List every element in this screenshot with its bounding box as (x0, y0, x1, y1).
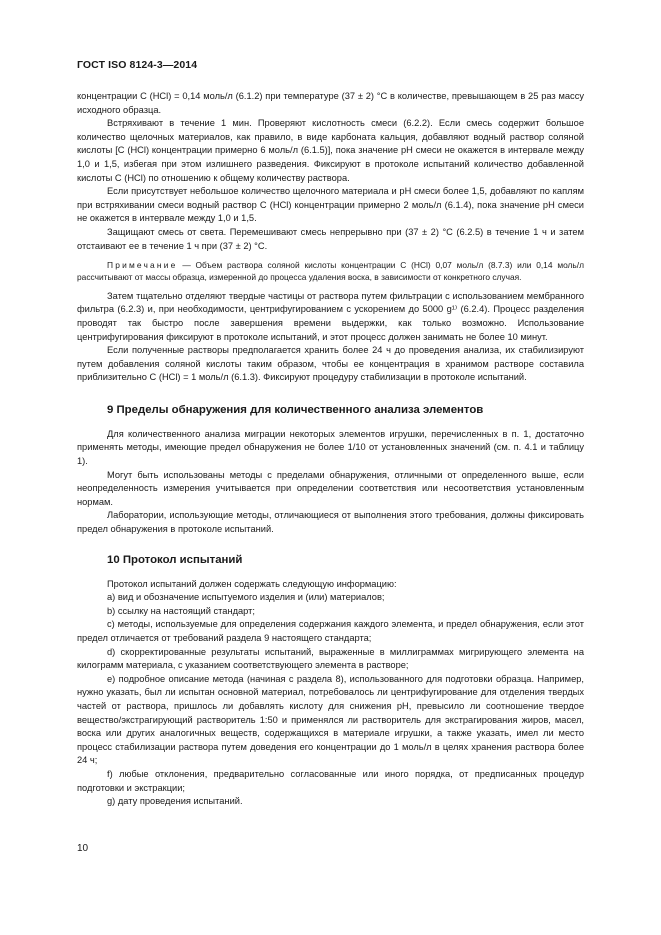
list-item: e) подробное описание метода (начиная с раздела 8), использованного для подготовки образца. Например, нужно указать, был ли испытан основной материал, потребовалось ли центрифугирование для отделения твердых частей от раствора, пришлось ли добавлять кислоту для снижения pH, превысило ли соотношение твердое вещество/экстрагирующий растворитель 1:50 и применялся ли растворитель для экстрагирования жиров, масел, воска или других аналогичных веществ, содержащихся в материале игрушки, а также указать, имел ли место процесс стабилизации раствора путем доведения его концентрации до 1 моль/л в целях хранения раствора более 24 ч; (77, 673, 584, 766)
list-item: b) ссылку на настоящий стандарт; (107, 605, 255, 616)
paragraph: Затем тщательно отделяют твердые частицы от раствора путем фильтрации с использованием мембранного фильтра (6.2.3) и, при необходимости, центрифугированием с ускорением до 5000 g¹⁾ (6.2.4). Процесс разделения проводят так быстро после завершения времени выдержки, как только возможно. Использование центрифугирования фиксируют в протоколе испытаний, и этот процесс должен занимать не более 10 минут. (77, 290, 584, 342)
list-item: g) дату проведения испытаний. (107, 796, 243, 807)
note (77, 259, 584, 284)
paragraph: Если присутствует небольшое количество щелочного материала и pH смеси более 1,5, добавляют по каплям при встряхивании смеси водный раствор C (HCl) концентрации примерно 2 моль/л (6.1.4), пока значение pH смеси не окажется в интервале между 1,0 и 1,5. (77, 186, 584, 224)
note-dash: — (182, 260, 191, 271)
list-item: a) вид и обозначение испытуемого изделия и (или) материалов; (107, 592, 385, 603)
paragraph: Могут быть использованы методы с пределами обнаружения, отличными от определенного выше, если неопределенность измерения учитывается при определении соответствия или несоответствия установленным нормам. (77, 469, 584, 507)
section-10-heading: 10 Протокол испытаний (107, 553, 243, 566)
list-item: c) методы, используемые для определения содержания каждого элемента, и предел обнаружения, если этот предел отличается от требований раздела 9 настоящего стандарта; (77, 619, 584, 643)
list-item: d) скорректированные результаты испытаний, выраженные в миллиграммах мигрирующего элемента на килограмм материала, с указанием соответствующего элемента в растворе; (77, 646, 584, 671)
list-item: f) любые отклонения, предварительно согласованные или иного порядка, от предписанных процедур подготовки и экстракции; (77, 768, 584, 793)
paragraph: Протокол испытаний должен содержать следующую информацию: (107, 578, 397, 589)
page-content (77, 90, 584, 809)
note-text: Объем раствора соляной кислоты концентрации C (HCl) 0,07 моль/л (8.7.3) или 0,14 моль/л рассчитывают от массы образца, измеренной до процесса удаления воска, в зависимости от конкретного случая. (77, 260, 585, 283)
paragraph: Для количественного анализа миграции некоторых элементов игрушки, перечисленных в п. 1, достаточно применять методы, имеющие предел обнаружения не более 1/10 от установленных значений (см. п. 4.1 и таблицу 1). (77, 428, 584, 467)
page-number: 10 (77, 843, 89, 854)
document-header: ГОСТ ISO 8124-3—2014 (77, 59, 198, 71)
note-label: Примечание (107, 260, 178, 271)
paragraph: Лаборатории, использующие методы, отличающиеся от выполнения этого требования, должны фиксировать предел обнаружения в протоколе испытаний. (77, 510, 584, 535)
paragraph: концентрации C (HCl) = 0,14 моль/л (6.1.2) при температуре (37 ± 2) °C в количестве, превышающем в 25 раз массу исходного образца. (77, 91, 584, 115)
paragraph: Если полученные растворы предполагается хранить более 24 ч до проведения анализа, их стабилизируют путем добавления соляной кислоты таким образом, чтобы ее концентрация в хранимом растворе составила приблизительно C (HCl) = 1 моль/л (6.1.3). Фиксируют процедуру стабилизации в протоколе испытаний. (77, 345, 584, 383)
paragraph: Защищают смесь от света. Перемешивают смесь непрерывно при (37 ± 2) °C (6.2.5) в течение 1 ч и затем отстаивают ее в течение 1 ч при (37 ± 2) °C. (77, 226, 584, 251)
paragraph: Встряхивают в течение 1 мин. Проверяют кислотность смеси (6.2.2). Если смесь содержит большое количество щелочных материалов, как правило, в виде карбоната кальция, добавляют водный раствор соляной кислоты [C (HCl) концентрации примерно 6 моль/л (6.1.5)], пока значение pH смеси не окажется в интервале между 1,0 и 1,5, избегая при этом излишнего разведения. Фиксируют в протоколе испытаний количество добавленной кислоты C (HCl) по отношению к общему количеству раствора. (77, 118, 584, 183)
section-9-heading: 9 Пределы обнаружения для количественного анализа элементов (107, 403, 484, 416)
